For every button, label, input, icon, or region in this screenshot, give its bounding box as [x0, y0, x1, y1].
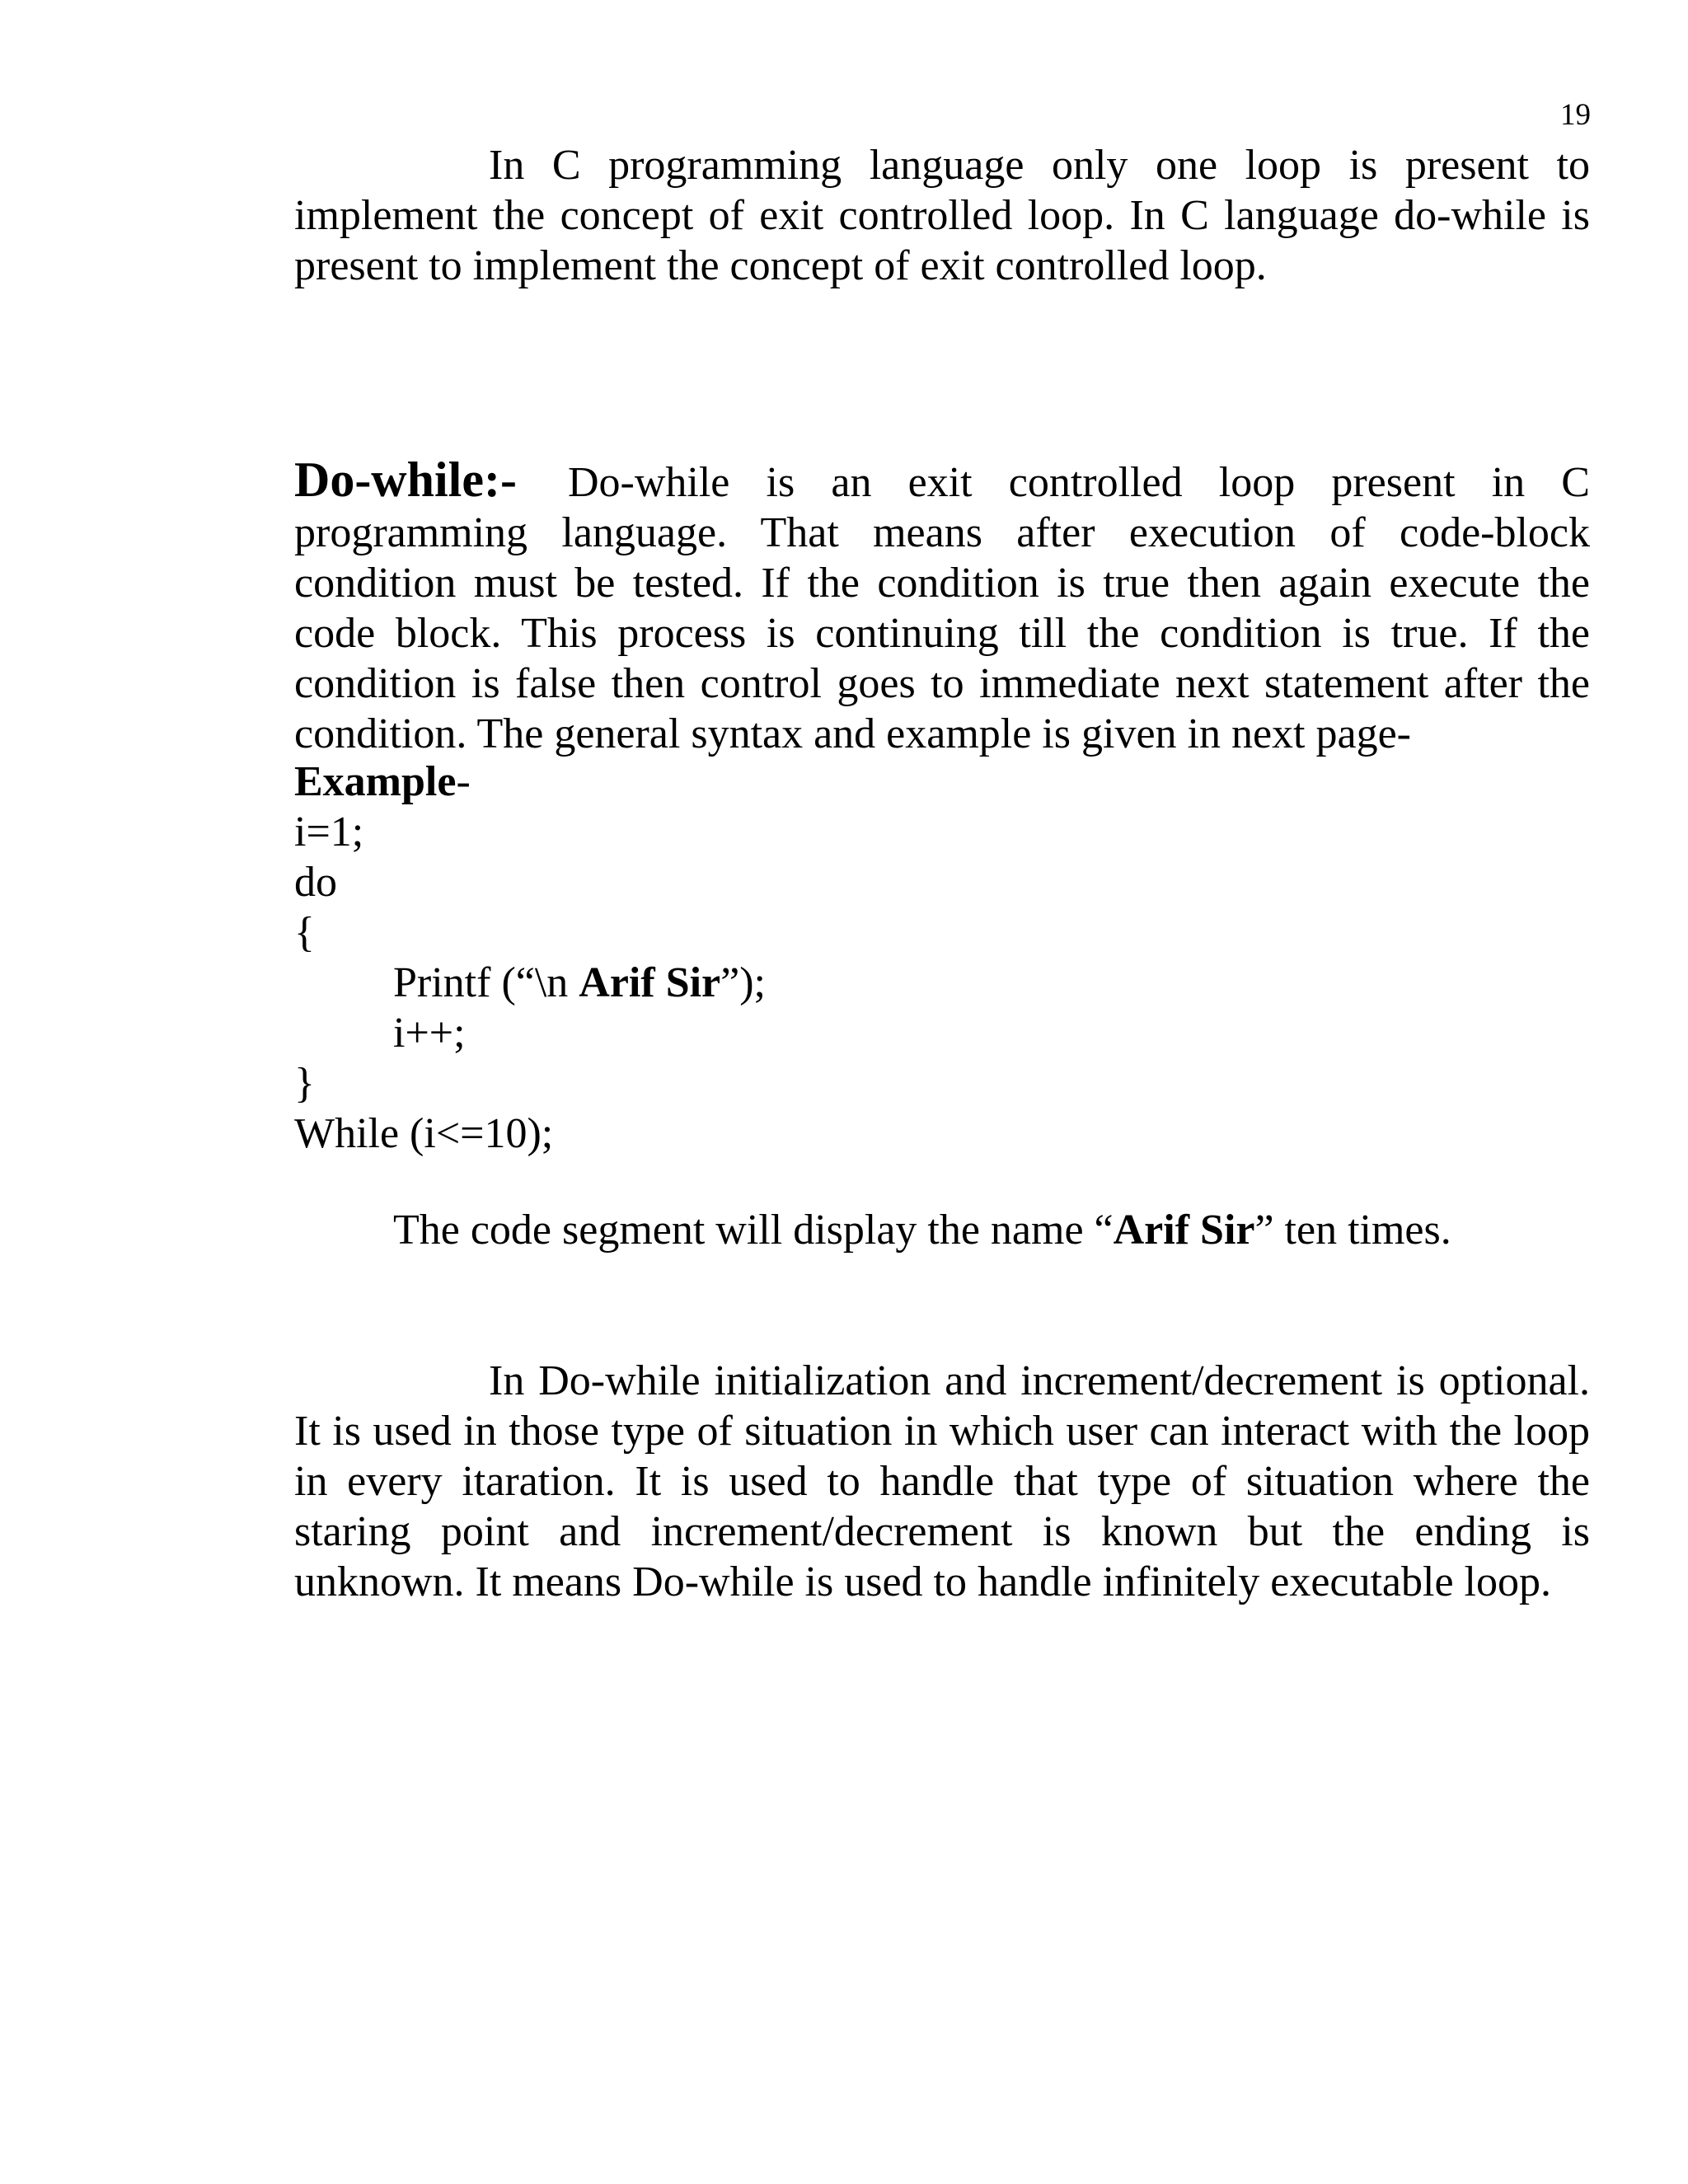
code-line-7: While (i<=10);	[294, 1110, 554, 1157]
dowhile-paragraph	[294, 452, 1590, 759]
code-line-1: i=1;	[294, 808, 364, 855]
printf-suffix: ”);	[720, 959, 766, 1006]
dowhile-heading: Do-while:-	[294, 452, 517, 507]
code-line-2: do	[294, 859, 337, 906]
dowhile-section	[294, 452, 1590, 759]
result-bold-name: Arif Sir	[1113, 1207, 1255, 1254]
code-line-3: {	[294, 909, 315, 956]
result-sentence	[393, 1205, 1451, 1255]
example-label-suffix: -	[456, 758, 471, 805]
intro-paragraph: In C programming language only one loop is present to implement the concept of exit controlled loop. In C language do-while is present to implement the concept of exit controlled loop.	[294, 142, 1590, 289]
intro-paragraph-block	[294, 140, 1590, 291]
dowhile-body: Do-while is an exit controlled loop present in C programming language. That means after execution of code-block condition must be tested. If the condition is true then again execute the code block. This process is continuing till the condition is true. If the condition is false then control goes to immediate next statement after the condition. The general syntax and example is given in next page-	[294, 459, 1590, 757]
final-paragraph-block	[294, 1356, 1590, 1607]
example-label-text: Example	[294, 758, 457, 805]
code-line-5: i++;	[393, 1010, 466, 1057]
printf-prefix: Printf (“\n	[393, 959, 579, 1006]
code-line-6: }	[294, 1060, 315, 1107]
printf-bold-name: Arif Sir	[579, 959, 721, 1006]
example-label	[294, 757, 471, 807]
result-prefix: The code segment will display the name “	[393, 1207, 1114, 1254]
code-line-printf	[393, 958, 766, 1008]
result-suffix: ” ten times.	[1254, 1207, 1451, 1254]
final-paragraph: In Do-while initialization and increment/decrement is optional. It is used in those type of situation in which user can interact with the loop in every itaration. It is used to handle that type of situation where the staring point and increment/decrement is known but the ending is unknown. It means Do-while is used to handle infinitely executable loop.	[294, 1357, 1590, 1605]
page-number: 19	[1560, 98, 1591, 132]
